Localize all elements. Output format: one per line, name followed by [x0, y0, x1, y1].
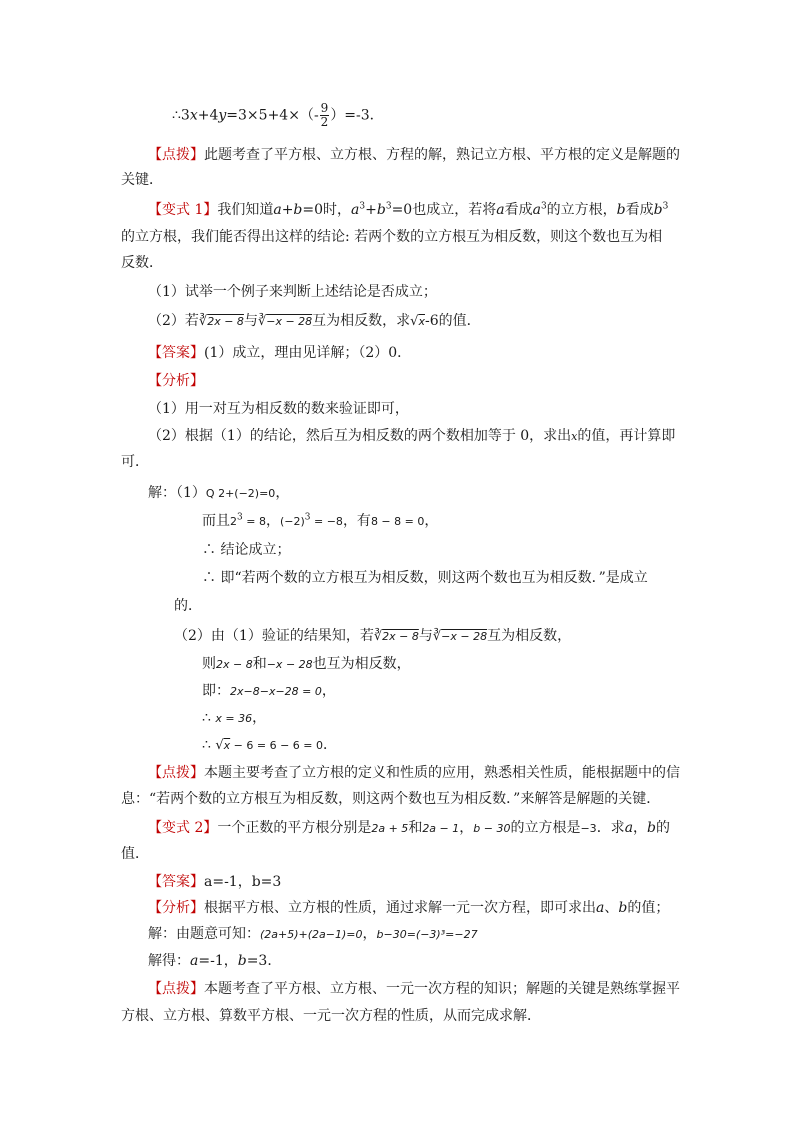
note-paragraph-3-cont: 方根、立方根、算数平方根、一元一次方程的性质，从而完成求解． [121, 1008, 541, 1024]
note-tag: 【点拨】 [148, 147, 204, 163]
analysis-step-2-cont: 可． [121, 454, 149, 470]
solution-part-2-step-4: ∴ √x − 6 = 6 − 6 = 0． [202, 737, 338, 753]
solution-conclusion-2-cont: 的． [174, 598, 202, 614]
analysis-line-2: 【分析】根据平方根、立方根的性质，通过求解一元一次方程，即可求出a、b的值； [148, 900, 670, 916]
variant-1-heading: 【变式 1】我们知道a+b=0时，$a^3+b^3=0$也成立，若将a看成$a^3$的立方根，b看成$b^3$ [148, 201, 669, 218]
variant-1-question-1: （1）试举一个例子来判断上述结论是否成立； [148, 284, 437, 300]
variant-2-heading: 【变式 2】一个正数的平方根分别是2a + 5和2a − 1，b − 30的立方根是−3．求a，b的 [148, 820, 671, 836]
variant-1-question-2: （2）若∛2x − 8与∛−x − 28互为相反数，求√x-6的值． [148, 313, 481, 329]
cube-root-symbol: ∛ [432, 629, 442, 644]
solution-part-1-step: 而且$2^3 = 8$，$(-2)^3 = -8$，有8 − 8 = 0， [202, 512, 439, 529]
solution-conclusion-2: ∴ 即“若两个数的立方根互为相反数，则这两个数也互为相反数．”是成立 [202, 570, 648, 586]
note-paragraph-2: 【点拨】本题主要考查了立方根的定义和性质的应用，熟悉相关性质，能根据题中的信 [148, 765, 680, 781]
answer-tag: 【答案】 [148, 345, 204, 361]
cube-root-symbol: ∛ [257, 314, 267, 329]
answer-line-2: 【答案】a=-1，b=3 [148, 874, 282, 890]
note-tag: 【点拨】 [148, 981, 204, 997]
fraction-nine-halves: $\frac{9}{2}$ [320, 101, 329, 129]
solution-part-1: 解：（1）Q 2+(−2)=0， [148, 485, 290, 501]
analysis-step-1: （1）用一对互为相反数的数来验证即可， [148, 401, 409, 417]
analysis-tag: 【分析】 [148, 900, 204, 916]
square-root-symbol: √ [215, 738, 224, 753]
solution-part-2-step-2: 即：2x−8−x−28 = 0， [202, 683, 336, 699]
note-tag: 【点拨】 [148, 765, 204, 781]
variant-2-tag: 【变式 2】 [148, 820, 218, 836]
note-paragraph-2-cont: 息：“若两个数的立方根互为相反数，则这两个数也互为相反数．”来解答是解题的关键． [121, 791, 661, 807]
solution-variant-2-result: 解得：a=-1，b=3． [148, 953, 282, 969]
solution-variant-2: 解：由题意可知：(2a+5)+(2a−1)=0，b−30=(−3)³=−27 [148, 926, 478, 942]
note-paragraph-1: 【点拨】此题考查了平方根、立方根、方程的解，熟记立方根、平方根的定义是解题的 [148, 147, 680, 163]
cube-root-symbol: ∛ [198, 314, 208, 329]
answer-line: 【答案】(1）成立，理由见详解；（2）0． [148, 345, 412, 361]
variant-1-text-3: 反数． [121, 255, 163, 271]
cube-root-symbol: ∛ [373, 629, 383, 644]
solution-part-2-step-3: ∴ x = 36， [202, 710, 267, 726]
solution-part-2: （2）由（1）验证的结果知，若∛2x − 8与∛−x − 28互为相反数， [174, 628, 572, 644]
analysis-step-2: （2）根据（1）的结论，然后互为相反数的两个数相加等于 0，求出x的值，再计算即 [148, 428, 676, 444]
variant-1-text-2: 的立方根，我们能否得出这样的结论: 若两个数的立方根互为相反数，则这个数也互为相 [121, 229, 663, 245]
solution-conclusion-1: ∴ 结论成立； [202, 542, 291, 558]
square-root-symbol: √ [410, 314, 419, 329]
analysis-tag: 【分析】 [148, 373, 204, 389]
answer-tag: 【答案】 [148, 874, 204, 890]
solution-final-equation: ∴3x+4y=3×5+4×（- $\frac{9}{2}$ ）=-3． [172, 101, 384, 129]
variant-1-tag: 【变式 1】 [148, 202, 218, 218]
note-paragraph-3: 【点拨】本题考查了平方根、立方根、一元一次方程的知识；解题的关键是熟练掌握平 [148, 981, 680, 997]
analysis-heading [148, 371, 204, 391]
variant-2-text-cont: 值． [121, 846, 149, 862]
solution-part-2-step-1: 则2x − 8和−x − 28也互为相反数， [202, 656, 411, 672]
note-paragraph-1-cont: 关键． [121, 172, 163, 188]
